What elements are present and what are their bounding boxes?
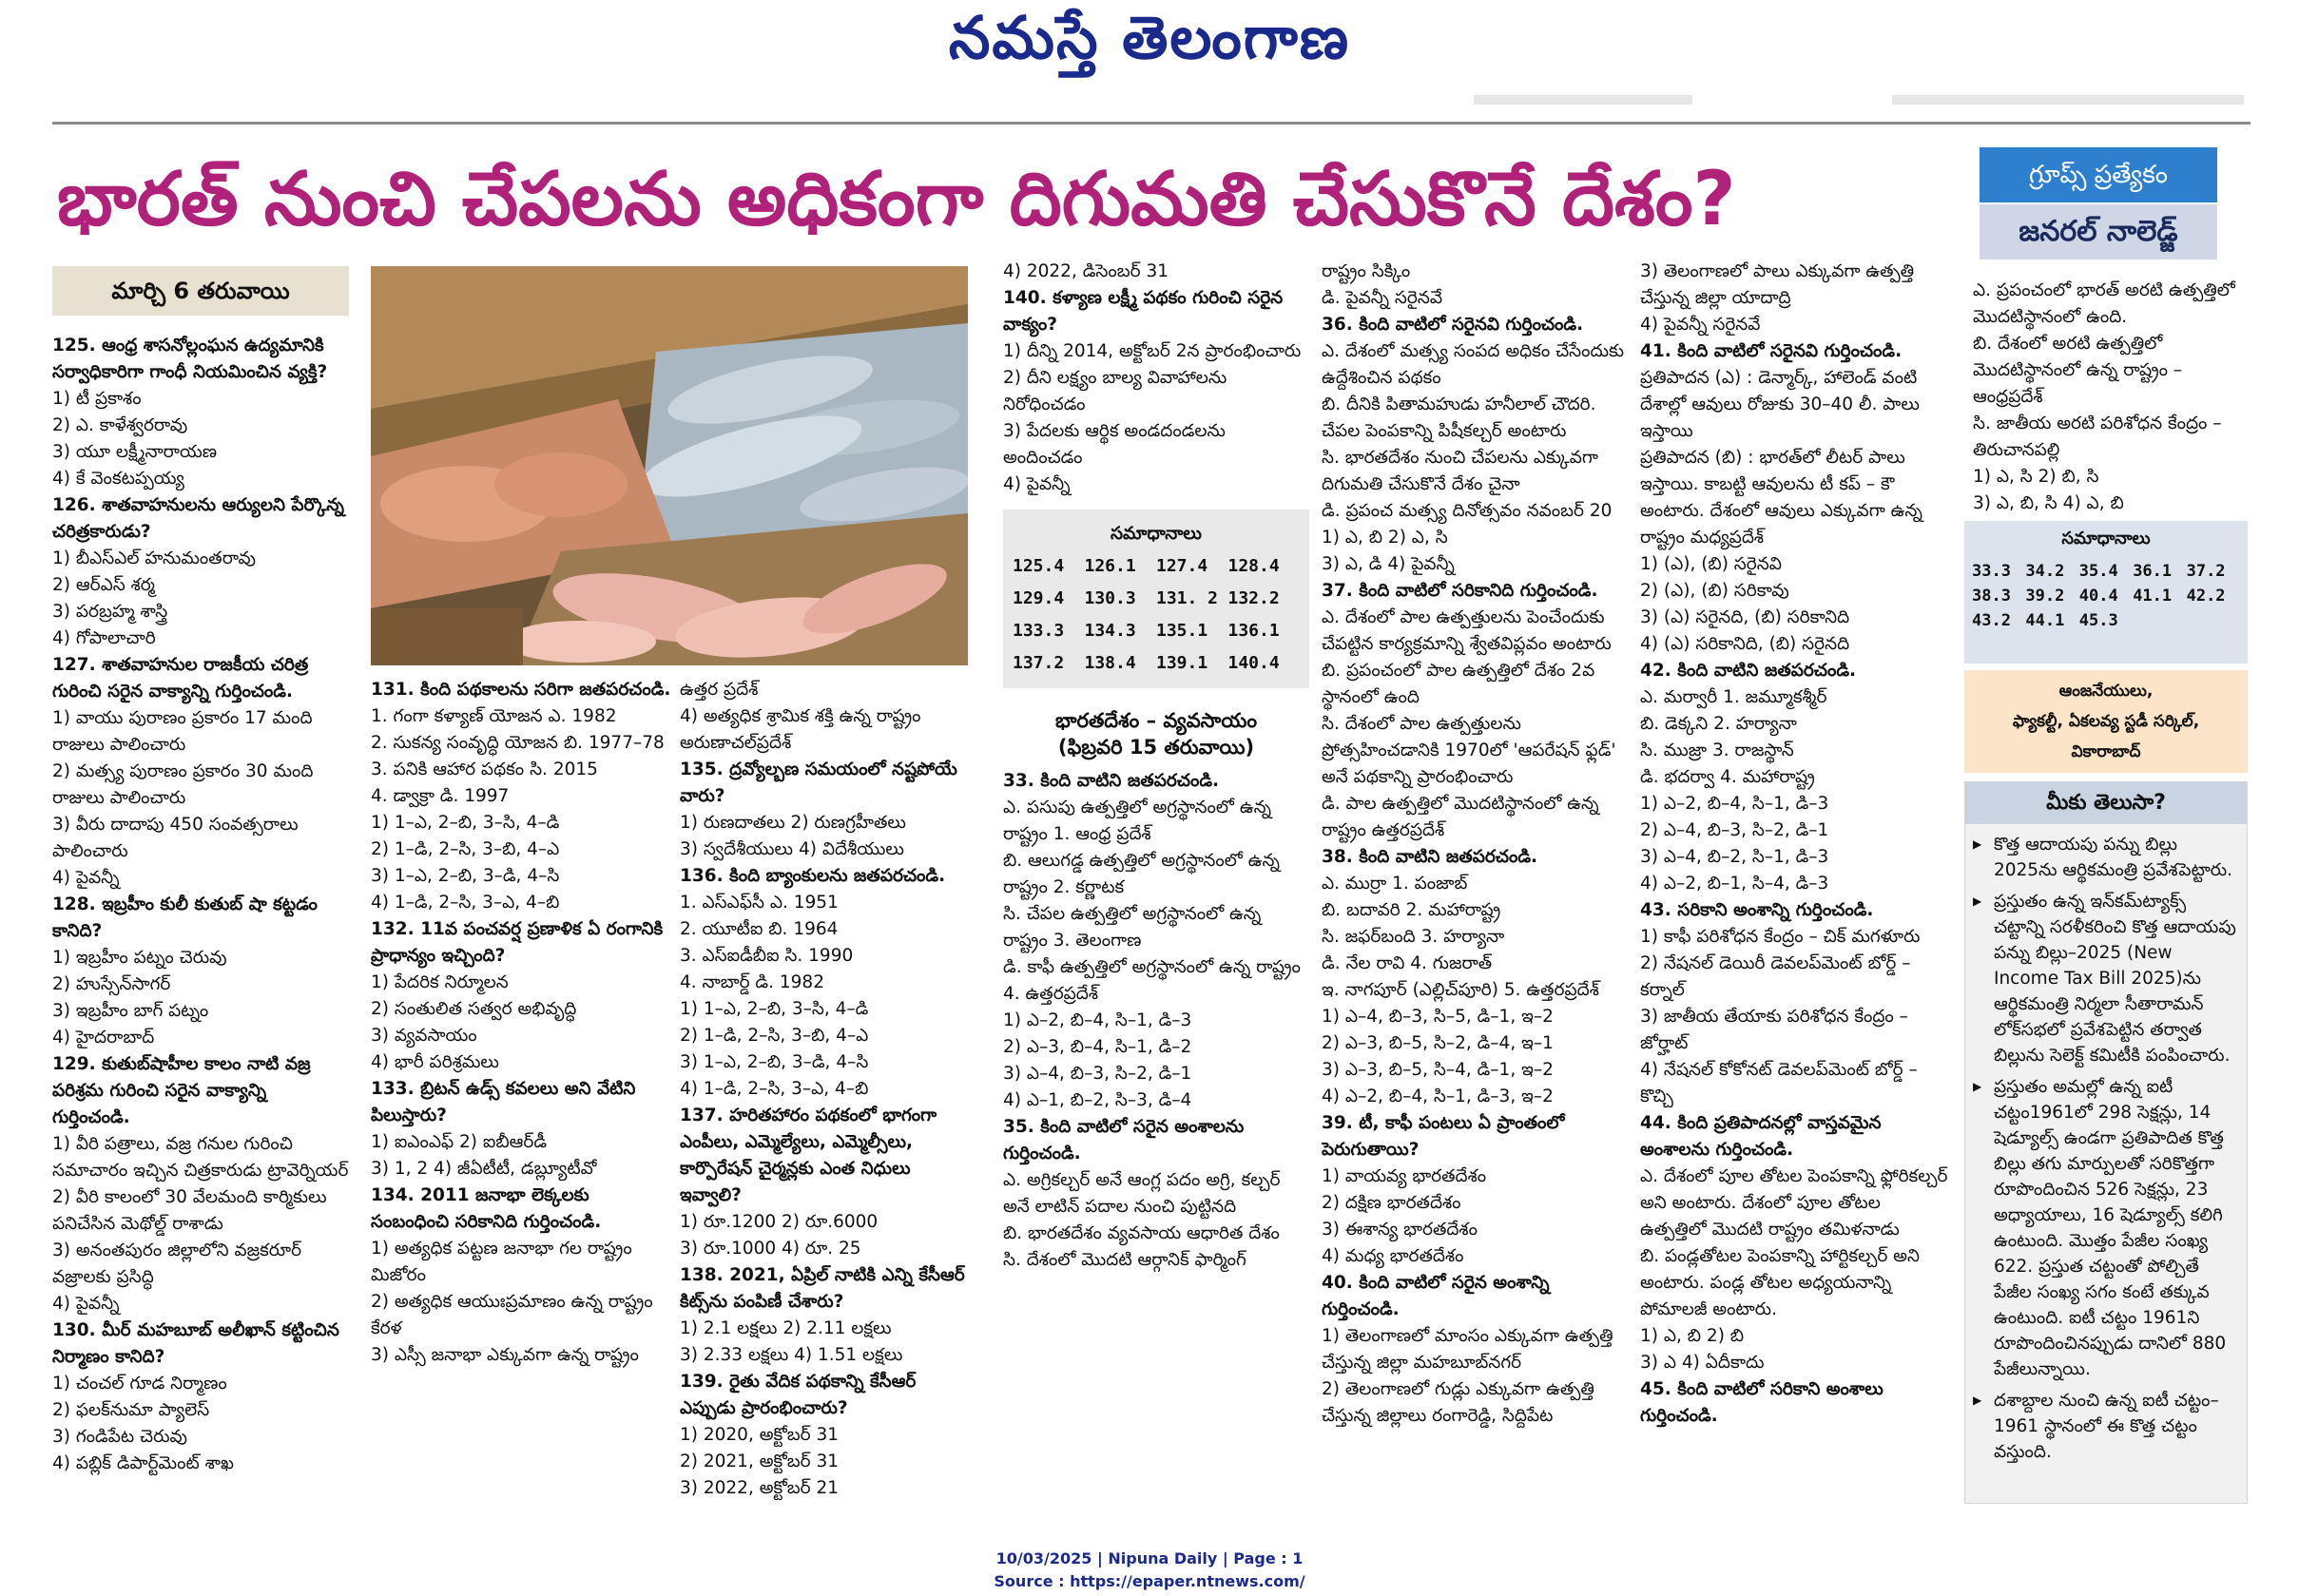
option-text: 2) ఎ–3, బి–4, సి–1, డి–2	[1003, 1037, 1192, 1057]
option-text: 1) ఎ–4, బి–3, సి–5, డి–1, ఇ–2	[1322, 1007, 1554, 1027]
option-text: 2) 1–డి, 2–సి, 3–బి, 4–ఎ	[371, 839, 560, 859]
question-list	[52, 333, 349, 1477]
column-1	[52, 266, 349, 1521]
question-text: 41. కింది వాటిలో సరైనవి గుర్తించండి.	[1640, 341, 1903, 361]
answers-box	[1003, 510, 1309, 688]
option-text: 4) హైదరాబాద్	[52, 1028, 155, 1048]
question-text: 36. కింది వాటిలో సరైనవి గుర్తించండి.	[1322, 315, 1584, 335]
option-text: 3. పనికి ఆహార పథకం సి. 2015	[371, 760, 598, 779]
option-text: సి. జఫర్‌బంది 3. హర్యానా	[1322, 927, 1505, 947]
option-text: 1) రూ.1200 2) రూ.6000	[680, 1212, 879, 1232]
gk-tag: జనరల్ నాలెడ్జ్	[1980, 204, 2217, 260]
option-text: 1) ఎ–2, బి–4, సి–1, డి–3	[1003, 1010, 1192, 1030]
option-text: 2) తెలంగాణలో గుడ్లు ఎక్కువగా ఉత్పత్తి చేస్తున్న జిల్లాలు రంగారెడ్డి, సిద్దిపేట	[1322, 1379, 1594, 1426]
option-text: 1) కాఫీ పరిశోధన కేంద్రం – చిక్ మగళూరు	[1640, 927, 1921, 947]
option-text: సి. భారతదేశం నుంచి చేపలను ఎక్కువగా దిగుమతి చేసుకొనే దేశం చైనా	[1322, 448, 1598, 494]
answer-item: 132.2	[1227, 588, 1280, 608]
masthead	[0, 0, 2299, 76]
option-text: 3) ఎ 4) ఏదీకాదు	[1640, 1353, 1765, 1373]
option-text: 2) హుస్సేన్‌సాగర్	[52, 974, 171, 994]
question-text: 40. కింది వాటిలో సరైన అంశాన్ని గుర్తించండి.	[1322, 1273, 1550, 1319]
section-title: భారతదేశం – వ్యవసాయం	[1054, 709, 1257, 732]
option-text: 4) భారీ పరిశ్రమలు	[371, 1052, 499, 1072]
option-text: 3) 1, 2 4) జీఏటీటీ, డబ్ల్యూటీవో	[371, 1159, 597, 1179]
footer-date: 10/03/2025 | Nipuna Daily | Page : 1	[995, 1549, 1304, 1567]
option-text: 2) ఎ. కాళేశ్వరరావు	[52, 415, 188, 435]
did-you-know-item: ▶ ప్రస్తుతం అమల్లో ఉన్న ఐటీ చట్టం1961లో 298 సెక్షన్లు, 14 షెడ్యూల్స్ ఉండగా ప్రతిపాదిత కొత్త బిల్లు తగు మార్పులతో సరికొత్తగా రూపొందించిన 526 సెక్షన్లు, 23 అధ్యాయాలు, 16 షెడ్యూల్స్ కలిగి ఉంటుంది. మొత్తం పేజీల సంఖ్య 622. ప్రస్తుత చట్టంతో పోల్చితే పేజీల సంఖ్య సగం కంటే తక్కువ ఉంటుంది. ఐటీ చట్టం 1961ని రూపొందించినప్పుడు దానిలో 880 పేజీలున్నాయి.	[1994, 1074, 2237, 1382]
option-text: డి. భదర్వా 4. మహారాష్ట్ర	[1640, 767, 1815, 787]
did-you-know-box	[1964, 781, 2248, 1504]
question-text: 136. కింది బ్యాంకులను జతపరచండి.	[680, 866, 946, 886]
option-text: 3) ఇబ్రహీం బాగ్ పట్నం	[52, 1001, 209, 1021]
answer-item: 36.1	[2133, 562, 2173, 581]
option-text: 1) 2020, అక్టోబర్ 31	[680, 1425, 840, 1445]
option-text: 1) 1–ఎ, 2–బి, 3–సి, 4–డి	[680, 999, 869, 1019]
option-text: 1) పేదరిక నిర్మూలన	[371, 972, 509, 992]
question-text: 125. ఆంధ్ర శాసనోల్లంఘన ఉద్యమానికి సర్వాధికారిగా గాంధీ నియమించిన వ్యక్తి?	[52, 336, 328, 382]
answer-item: 42.2	[2186, 586, 2226, 606]
question-text: 35. కింది వాటిలో సరైన అంశాలను గుర్తించండి.	[1003, 1117, 1245, 1163]
did-you-know-item: ▶ దశాబ్దాల నుంచి ఉన్న ఐటీ చట్టం–1961 స్థానంలో ఈ కొత్త చట్టం వస్తుంది.	[1994, 1388, 2237, 1465]
column-6	[1640, 259, 1949, 1523]
option-text: 4) పైవన్నీ సరైనవే	[1640, 315, 1761, 335]
option-text: బి. డెక్కని 2. హర్యానా	[1640, 714, 1797, 734]
question-text: 39. టీ, కాఫీ పంటలు ఏ ప్రాంతంలో పెరుగుతాయి?	[1322, 1113, 1565, 1160]
option-text: ఎ. అగ్రికల్చర్ అనే ఆంగ్ల పదం అగ్రి, కల్చర్ అనే లాటిన్ పదాల నుంచి పుట్టినది	[1003, 1170, 1281, 1217]
option-text: 4. నాబార్డ్ డి. 1982	[680, 972, 824, 992]
option-text: రాష్ట్రం సిక్కిం	[1322, 261, 1411, 281]
question-text: 45. కింది వాటిలో సరికాని అంశాలు గుర్తించండి.	[1640, 1379, 1884, 1426]
answer-item: 125.4	[1013, 556, 1065, 576]
newspaper-logo: నమస్తే తెలంగాణ	[948, 3, 1351, 72]
option-text: 3) 1–ఎ, 2–బి, 3–డి, 4–సి	[371, 866, 560, 886]
option-text: డి. పైవన్నీ సరైనవే	[1322, 288, 1443, 308]
answer-item: 41.1	[2133, 586, 2173, 606]
option-text: ఉత్తర ప్రదేశ్	[680, 680, 759, 700]
question-text: 127. శాతవాహనుల రాజకీయ చరిత్ర గురించి సరైన వాక్యాన్ని గుర్తించండి.	[52, 655, 309, 702]
option-text: డి. నేల రావి 4. గుజరాత్	[1322, 953, 1493, 973]
option-text: 2) నేషనల్ డెయిరీ డెవలప్‌మెంట్ బోర్డ్ – కర్నాల్	[1640, 953, 1911, 1000]
option-text: 1) వాయవ్య భారతదేశం	[1322, 1166, 1487, 1186]
question-text: 129. కుతుబ్‌షాహీల కాలం నాటి వజ్ర పరిశ్రమ గురించి సరైన వాక్యాన్ని గుర్తించండి.	[52, 1054, 311, 1127]
question-text: 135. ద్రవ్యోల్బణ సమయంలో నష్టపోయే వారు?	[680, 760, 957, 806]
option-text: 2) దీని లక్ష్యం బాల్య వివాహాలను నిరోధించడం	[1003, 368, 1227, 414]
column-3	[680, 677, 975, 1523]
answer-item: 40.4	[2078, 586, 2118, 606]
did-you-know-item: ▶ ప్రస్తుతం ఉన్న ఇన్‌కమ్‌ట్యాక్స్ చట్టాన్ని సరళీకరించి కొత్త ఆదాయపు పన్ను బిల్లు–2025 (New Income Tax Bill 2025)ను ఆర్థికమంత్రి నిర్మలా సీతారామన్ లోక్‌సభలో ప్రవేశపెట్టిన తర్వాత బిల్లును సెలెక్ట్ కమిటీకి పంపించారు.	[1994, 889, 2237, 1068]
did-you-know-item: ▶ కొత్త ఆదాయపు పన్ను బిల్లు 2025ను ఆర్థికమంత్రి ప్రవేశపెట్టారు.	[1994, 832, 2237, 883]
option-text: 3) అనంతపురం జిల్లాలోని వజ్రకరూర్ వజ్రాలకు ప్రసిద్ధి	[52, 1240, 302, 1287]
option-text: 1) 1–ఎ, 2–బి, 3–సి, 4–డి	[371, 813, 560, 833]
question-text: 134. 2011 జనాభా లెక్కలకు సంబంధించి సరికానిది గుర్తించండి.	[371, 1185, 602, 1232]
option-text: 1) ఐఎంఎఫ్ 2) ఐబీఆర్‌డీ	[371, 1132, 548, 1152]
answer-item: 136.1	[1227, 621, 1280, 641]
question-text: 44. కింది ప్రతిపాదనల్లో వాస్తవమైన అంశాలను గుర్తించండి.	[1640, 1113, 1882, 1160]
answer-item: 134.3	[1084, 621, 1136, 641]
option-text: 3) ఎ, బి, సి 4) ఎ, బి	[1973, 493, 2124, 513]
answer-item: 38.3	[1972, 586, 2011, 606]
option-text: 1) అత్యధిక పట్టణ జనాభా గల రాష్ట్రం మిజోరం	[371, 1239, 632, 1285]
option-text: ఎ. దేశంలో పాల ఉత్పత్తులను పెంచేందుకు చేపట్టిన కార్యక్రమాన్ని శ్వేతవిప్లవం అంటారు	[1322, 607, 1612, 654]
option-text: 2) సంతులిత సత్వర అభివృద్ధి	[371, 999, 577, 1019]
answer-item: 126.1	[1084, 556, 1136, 576]
footer	[0, 1548, 2299, 1593]
option-text: 3) వ్యవసాయం	[371, 1026, 477, 1046]
section-subtitle: (ఫిబ్రవరి 15 తరువాయి)	[1057, 736, 1255, 759]
option-text: 2) ఫలక్‌నుమా ప్యాలెస్	[52, 1400, 210, 1420]
option-text: 4) అత్యధిక శ్రామిక శక్తి ఉన్న రాష్ట్రం అరుణాచల్‌ప్రదేశ్	[680, 706, 921, 753]
option-text: 2) దక్షిణ భారతదేశం	[1322, 1193, 1461, 1213]
option-text: డి. పాల ఉత్పత్తిలో మొదటిస్థానంలో ఉన్న రాష్ట్రం ఉత్తరప్రదేశ్	[1322, 794, 1599, 840]
answer-item: 44.1	[2025, 611, 2065, 630]
option-text: 1) ఎ, బి 2) బి	[1640, 1326, 1745, 1346]
option-text: సి. చేపల ఉత్పత్తిలో అగ్రస్థానంలో ఉన్న రాష్ట్రం 3. తెలంగాణ	[1003, 904, 1262, 951]
question-text: 139. రైతు వేదిక పథకాన్ని కేసీఆర్ ఎప్పుడు ప్రారంభించారు?	[680, 1372, 917, 1418]
question-text: 33. కింది వాటిని జతపరచండి.	[1003, 771, 1220, 791]
answer-item: 129.4	[1013, 588, 1065, 608]
divider	[52, 122, 2251, 125]
option-text: 1) ఎ–2, బి–4, సి–1, డి–3	[1640, 794, 1829, 814]
section-title: మార్చి 6 తరువాయి	[52, 266, 349, 316]
answers-grid	[1013, 553, 1300, 677]
option-text: 3) 2022, అక్టోబర్ 21	[680, 1478, 840, 1498]
option-text: 4) ఎ–1, బి–2, సి–3, డి–4	[1003, 1090, 1192, 1110]
option-text: 3) పేదలకు ఆర్థిక అండదండలను అందించడం	[1003, 421, 1226, 468]
option-text: 1) 2.1 లక్షలు 2) 2.11 లక్షలు	[680, 1318, 892, 1338]
option-text: 2) వీరి కాలంలో 30 వేలమంది కార్మికులు పనిచేసిన మెథోల్డ్ రాశాడు	[52, 1187, 327, 1234]
option-text: డి. ప్రపంచ మత్స్య దినోత్సవం నవంబర్ 20	[1322, 501, 1613, 521]
option-text: 1) ఎ, బి 2) ఎ, సి	[1322, 528, 1448, 548]
option-text: 1) బీఎస్ఎల్ హనుమంతరావు	[52, 548, 256, 568]
option-text: 3) స్వదేశీయులు 4) విదేశీయులు	[680, 839, 904, 859]
option-text: 2) అత్యధిక ఆయుఃప్రమాణం ఉన్న రాష్ట్రం కేరళ	[371, 1292, 653, 1338]
option-text: 4) మధ్య భారతదేశం	[1322, 1246, 1464, 1266]
option-text: 1. ఎస్ఎఫ్‌సీ ఎ. 1951	[680, 893, 839, 913]
divider	[1474, 95, 1692, 105]
option-text: 3) తెలంగాణలో పాలు ఎక్కువగా ఉత్పత్తి చేస్తున్న జిల్లా యాదాద్రి	[1640, 261, 1915, 308]
option-text: 4) పబ్లిక్ డిపార్ట్‌మెంట్ శాఖ	[52, 1453, 234, 1473]
option-text: 1) (ఎ), (బి) సరైనవి	[1640, 554, 1782, 574]
author-name: ఆంజనేయులు,	[2058, 682, 2154, 701]
option-text: ఇ. నాగపూర్ (ఎల్లిచ్‌పూరి) 5. ఉత్తరప్రదేశ్	[1322, 980, 1599, 1000]
question-text: 130. మీర్ మహబూబ్ అలీఖాన్ కట్టించిన నిర్మాణం కానిది?	[52, 1320, 339, 1367]
option-text: 1) వాయు పురాణం ప్రకారం 17 మంది రాజులు పాలించారు	[52, 708, 313, 755]
option-text: 3) ఎ–4, బి–3, సి–2, డి–1	[1003, 1064, 1192, 1084]
answers-grid	[1972, 562, 2240, 630]
option-text: ప్రతిపాదన (బి) : భారత్‌లో లీటర్ పాలు ఇస్తాయి. కాబట్టి ఆవులను టీ కప్ – కౌ అంటారు. దేశంలో ఆవులు ఎక్కువగా ఉన్న రాష్ట్రం మధ్యప్రదేశ్	[1640, 448, 1922, 548]
option-text: 2) 2021, అక్టోబర్ 31	[680, 1452, 840, 1471]
answer-item: 130.3	[1084, 588, 1136, 608]
option-text: ఎ. దేశంలో పూల తోటల పెంపకాన్ని ఫ్లోరికల్చర్ అని అంటారు. దేశంలో పూల తోటల ఉత్పత్తిలో మొదటి రాష్ట్రం తమిళనాడు	[1640, 1166, 1948, 1240]
answer-item: 138.4	[1084, 653, 1136, 673]
question-text: 38. కింది వాటిని జతపరచండి.	[1322, 847, 1538, 867]
option-text: 1) ఎ, సి 2) బి, సి	[1973, 467, 2099, 487]
question-text: 126. శాతవాహనులను ఆర్యులని పేర్కొన్న చరిత్రకారుడు?	[52, 495, 344, 542]
question-list	[1322, 259, 1631, 1430]
option-text: 4) 1–డి, 2–సి, 3–ఎ, 4–బి	[371, 893, 560, 913]
answer-item: 135.1	[1156, 621, 1208, 641]
answers-title: సమాధానాలు	[2061, 529, 2151, 548]
question-text: 43. సరికాని అంశాన్ని గుర్తించండి.	[1640, 900, 1874, 920]
option-text: బి. దీనికి పితామహుడు హనీలాల్ చౌదరి. చేపల పెంపకాన్ని పిషీకల్చర్ అంటారు	[1322, 394, 1596, 441]
option-text: 1) దీన్ని 2014, అక్టోబర్ 2న ప్రారంభించారు	[1003, 341, 1302, 361]
question-text: 42. కింది వాటిని జతపరచండి.	[1640, 661, 1857, 681]
option-text: 4) (ఎ) సరికానిది, (బి) సరైనది	[1640, 634, 1850, 654]
option-text: 2. యూటీఐ బి. 1964	[680, 919, 839, 939]
option-text: 1) ఇబ్రహీం పట్నం చెరువు	[52, 948, 227, 968]
option-text: 2) ఆర్ఎస్ శర్మ	[52, 575, 155, 595]
fish-market-photo	[371, 266, 968, 665]
option-text: ఎ. పసుపు ఉత్పత్తిలో అగ్రస్థానంలో ఉన్న రాష్ట్రం 1. ఆంధ్ర ప్రదేశ్	[1003, 798, 1272, 844]
option-text: 3) (ఎ) సరైనది, (బి) సరికానిది	[1640, 607, 1850, 627]
question-text: 140. కళ్యాణ లక్ష్మీ పథకం గురించి సరైన వాక్యం?	[1003, 288, 1284, 335]
answers-title: సమాధానాలు	[1111, 524, 1202, 544]
option-text: సి. జాతీయ అరటి పరిశోధన కేంద్రం – తిరుచానపల్లి	[1973, 413, 2222, 460]
option-text: 3) వీరు దాదాపు 450 సంవత్సరాలు పాలించారు	[52, 815, 299, 861]
answer-item: 140.4	[1227, 653, 1280, 673]
option-text: 4. డ్వాక్రా డి. 1997	[371, 786, 510, 806]
option-text: 1. గంగా కళ్యాణ్ యోజన ఎ. 1982	[371, 706, 617, 726]
option-text: 3) 2.33 లక్షలు 4) 1.51 లక్షలు	[680, 1345, 903, 1365]
option-text: ఎ. ముర్రా 1. పంజాబ్	[1322, 874, 1468, 894]
option-text: 3) రూ.1000 4) రూ. 25	[680, 1239, 861, 1259]
question-text: 131. కింది పథకాలను సరిగా జతపరచండి.	[371, 680, 671, 700]
did-you-know-title: మీకు తెలుసా?	[1965, 782, 2247, 824]
divider	[1892, 95, 2244, 105]
option-text: 3. ఎస్ఐడీబీఐ సి. 1990	[680, 946, 854, 966]
question-list	[680, 677, 975, 1502]
option-text: 3) ఎ–4, బి–2, సి–1, డి–3	[1640, 847, 1829, 867]
option-text: 4) కే వెంకటప్పయ్య	[52, 469, 184, 489]
question-list	[371, 677, 673, 1369]
option-text: 2) (ఎ), (బి) సరికావు	[1640, 581, 1789, 601]
option-text: ఎ. దేశంలో మత్స్య సంపద అధికం చేసేందుకు ఉద్దేశించిన పథకం	[1322, 341, 1625, 388]
question-list	[1003, 768, 1309, 1274]
answer-item: 43.2	[1972, 611, 2011, 630]
option-text: 1) తెలంగాణలో మాంసం ఎక్కువగా ఉత్పత్తి చేస్తున్న జిల్లా మహబూబ్‌నగర్	[1322, 1326, 1613, 1373]
did-you-know-list	[1965, 832, 2247, 1465]
question-text: 132. 11వ పంచవర్ష ప్రణాళిక ఏ రంగానికి ప్రాధాన్యం ఇచ్చింది?	[371, 919, 664, 966]
question-list	[1640, 259, 1949, 1430]
option-text: 3) ఈశాన్య భారతదేశం	[1322, 1220, 1478, 1240]
option-text: బి. భారతదేశం వ్యవసాయ ఆధారిత దేశం	[1003, 1223, 1280, 1243]
option-text: 1) వీరి పత్రాలు, వజ్ర గనుల గురించి సమాచారం ఇచ్చిన చిత్రకారుడు ట్రావెర్నియర్	[52, 1134, 349, 1181]
answer-item: 127.4	[1156, 556, 1208, 576]
option-text: డి. కాఫీ ఉత్పత్తిలో అగ్రస్థానంలో ఉన్న రాష్ట్రం 4. ఉత్తరప్రదేశ్	[1003, 957, 1301, 1004]
option-text: 3) 1–ఎ, 2–బి, 3–డి, 4–సి	[680, 1052, 869, 1072]
option-text: 4) 1–డి, 2–సి, 3–ఎ, 4–బి	[680, 1079, 869, 1099]
option-text: 3) గండిపేట చెరువు	[52, 1427, 187, 1447]
option-text: 1) టీ ప్రకాశం	[52, 389, 142, 409]
option-text: 4) పైవన్నీ	[1003, 474, 1071, 494]
option-text: సి. ముజ్రా 3. రాజస్థాన్	[1640, 740, 1794, 760]
answer-item: 45.3	[2078, 611, 2118, 630]
question-text: 138. 2021, ఏప్రిల్ నాటికి ఎన్ని కేసీఆర్ కిట్స్‌ను పంపిణీ చేశారు?	[680, 1265, 965, 1312]
author-place: వికారాబాద్	[2071, 742, 2141, 761]
headline: భారత్ నుంచి చేపలను అధికంగా దిగుమతి చేసుకొనే దేశం?	[57, 157, 1736, 242]
option-text: 2) 1–డి, 2–సి, 3–బి, 4–ఎ	[680, 1026, 869, 1046]
answer-item: 34.2	[2025, 562, 2065, 581]
question-text: 137. హరితహారం పథకంలో భాగంగా ఎంపీలు, ఎమ్మెల్యేలు, ఎమ్మెల్సీలు, కార్పొరేషన్ చైర్మన్లకు ఎంత నిధులు ఇవ్వాలి?	[680, 1106, 937, 1205]
option-text: 3) యూ లక్ష్మీనారాయణ	[52, 442, 218, 462]
option-text: 3) ఎ, డి 4) పైవన్నీ	[1322, 554, 1455, 574]
author-box	[1964, 670, 2248, 773]
answer-item: 35.4	[2078, 562, 2118, 581]
option-text: ప్రతిపాదన (ఎ) : డెన్మార్క్, హాలెండ్ వంటి దేశాల్లో ఆవులు రోజుకు 30–40 లీ. పాలు ఇస్తాయి	[1640, 368, 1920, 441]
column-2	[371, 677, 673, 1523]
option-text: 1) చంచల్ గూడ నిర్మాణం	[52, 1374, 227, 1394]
column-7	[1973, 278, 2249, 515]
answer-item: 139.1	[1156, 653, 1208, 673]
option-text: 4) ఎ–2, బి–4, సి–1, డి–3, ఇ–2	[1322, 1086, 1554, 1106]
option-text: బి. ప్రపంచంలో పాల ఉత్పత్తిలో దేశం 2వ స్థానంలో ఉంది	[1322, 661, 1595, 707]
question-text: 133. బ్రిటన్ ఉడ్స్ కవలలు అని వేటిని పిలుస్తారు?	[371, 1079, 636, 1125]
option-text: బి. దేశంలో అరటి ఉత్పత్తిలో మొదటిస్థానంలో ఉన్న రాష్ట్రం – ఆంధ్రప్రదేశ్	[1973, 334, 2183, 407]
answer-item: 37.2	[2186, 562, 2226, 581]
question-list	[1003, 259, 1309, 498]
question-text: 37. కింది వాటిలో సరికానిది గుర్తించండి.	[1322, 581, 1598, 601]
option-text: 3) ఎస్సీ జనాభా ఎక్కువగా ఉన్న రాష్ట్రం	[371, 1345, 639, 1365]
option-text: బి. ఆలుగడ్డ ఉత్పత్తిలో అగ్రస్థానంలో ఉన్న రాష్ట్రం 2. కర్ణాటక	[1003, 851, 1280, 897]
option-text: 3) ఎ–3, బి–5, సి–4, డి–1, ఇ–2	[1322, 1060, 1554, 1080]
answers-box	[1964, 521, 2248, 663]
author-affiliation: ఫ్యాకల్టీ, ఏకలవ్య స్టడీ సర్కిల్,	[2012, 712, 2200, 731]
option-text: 4) గోపాలాచారి	[52, 628, 156, 648]
option-text: 3) జాతీయ తేయాకు పరిశోధన కేంద్రం – జోర్హాట్	[1640, 1007, 1908, 1053]
option-text: సి. దేశంలో పాల ఉత్పత్తులను ప్రోత్సహించడానికి 1970లో 'ఆపరేషన్ ఫ్లడ్' అనే పథకాన్ని ప్రారంభించారు	[1322, 714, 1616, 787]
option-text: 4) 2022, డిసెంబర్ 31	[1003, 261, 1169, 281]
question-list	[1973, 278, 2249, 515]
option-text: ఎ. మర్వారీ 1. జమ్మూకశ్మీర్	[1640, 687, 1827, 707]
answer-item: 33.3	[1972, 562, 2011, 581]
option-text: 2) ఎ–3, బి–5, సి–2, డి–4, ఇ–1	[1322, 1033, 1554, 1053]
column-5	[1322, 259, 1631, 1523]
option-text: 2. సుకన్య సంవృద్ధి యోజన బి. 1977–78	[371, 733, 665, 753]
groups-tag: గ్రూప్స్ ప్రత్యేకం	[1980, 147, 2217, 202]
answer-item: 131. 2	[1156, 588, 1219, 608]
option-text: 3) పరబ్రహ్మ శాస్త్రి	[52, 602, 168, 622]
option-text: బి. బదావరి 2. మహారాష్ట్ర	[1322, 900, 1501, 920]
option-text: 4) పైవన్నీ	[52, 1294, 120, 1314]
option-text: 2) మత్స్య పురాణం ప్రకారం 30 మంది రాజులు పాలించారు	[52, 761, 314, 808]
option-text: ఎ. ప్రపంచంలో భారత్ అరటి ఉత్పత్తిలో మొదటిస్థానంలో ఉంది.	[1973, 280, 2235, 327]
answer-item: 39.2	[2025, 586, 2065, 606]
option-text: 4) పైవన్నీ	[52, 868, 120, 888]
option-text: 2) ఎ–4, బి–3, సి–2, డి–1	[1640, 820, 1829, 840]
option-text: 4) ఎ–2, బి–1, సి–4, డి–3	[1640, 874, 1829, 894]
column-4	[1003, 259, 1309, 1523]
option-text: బి. పండ్లతోటల పెంపకాన్ని హార్టికల్చర్ అని అంటారు. పండ్ల తోటల అధ్యయనాన్ని పోమాలజీ అంటారు.	[1640, 1246, 1920, 1319]
footer-source: Source : https://epaper.ntnews.com/	[994, 1572, 1305, 1590]
answer-item: 137.2	[1013, 653, 1065, 673]
option-text: సి. దేశంలో మొదటి ఆర్గానిక్ ఫార్మింగ్	[1003, 1250, 1246, 1270]
answer-item: 133.3	[1013, 621, 1065, 641]
option-text: 1) రుణదాతలు 2) రుణగ్రహీతలు	[680, 813, 906, 833]
question-text: 128. ఇబ్రహీం కులీ కుతుబ్ షా కట్టడం కానిది?	[52, 894, 318, 941]
option-text: 4) నేషనల్ కోకోనట్ డెవలప్‌మెంట్ బోర్డ్ – కొచ్చి	[1640, 1060, 1918, 1106]
answer-item: 128.4	[1227, 556, 1280, 576]
